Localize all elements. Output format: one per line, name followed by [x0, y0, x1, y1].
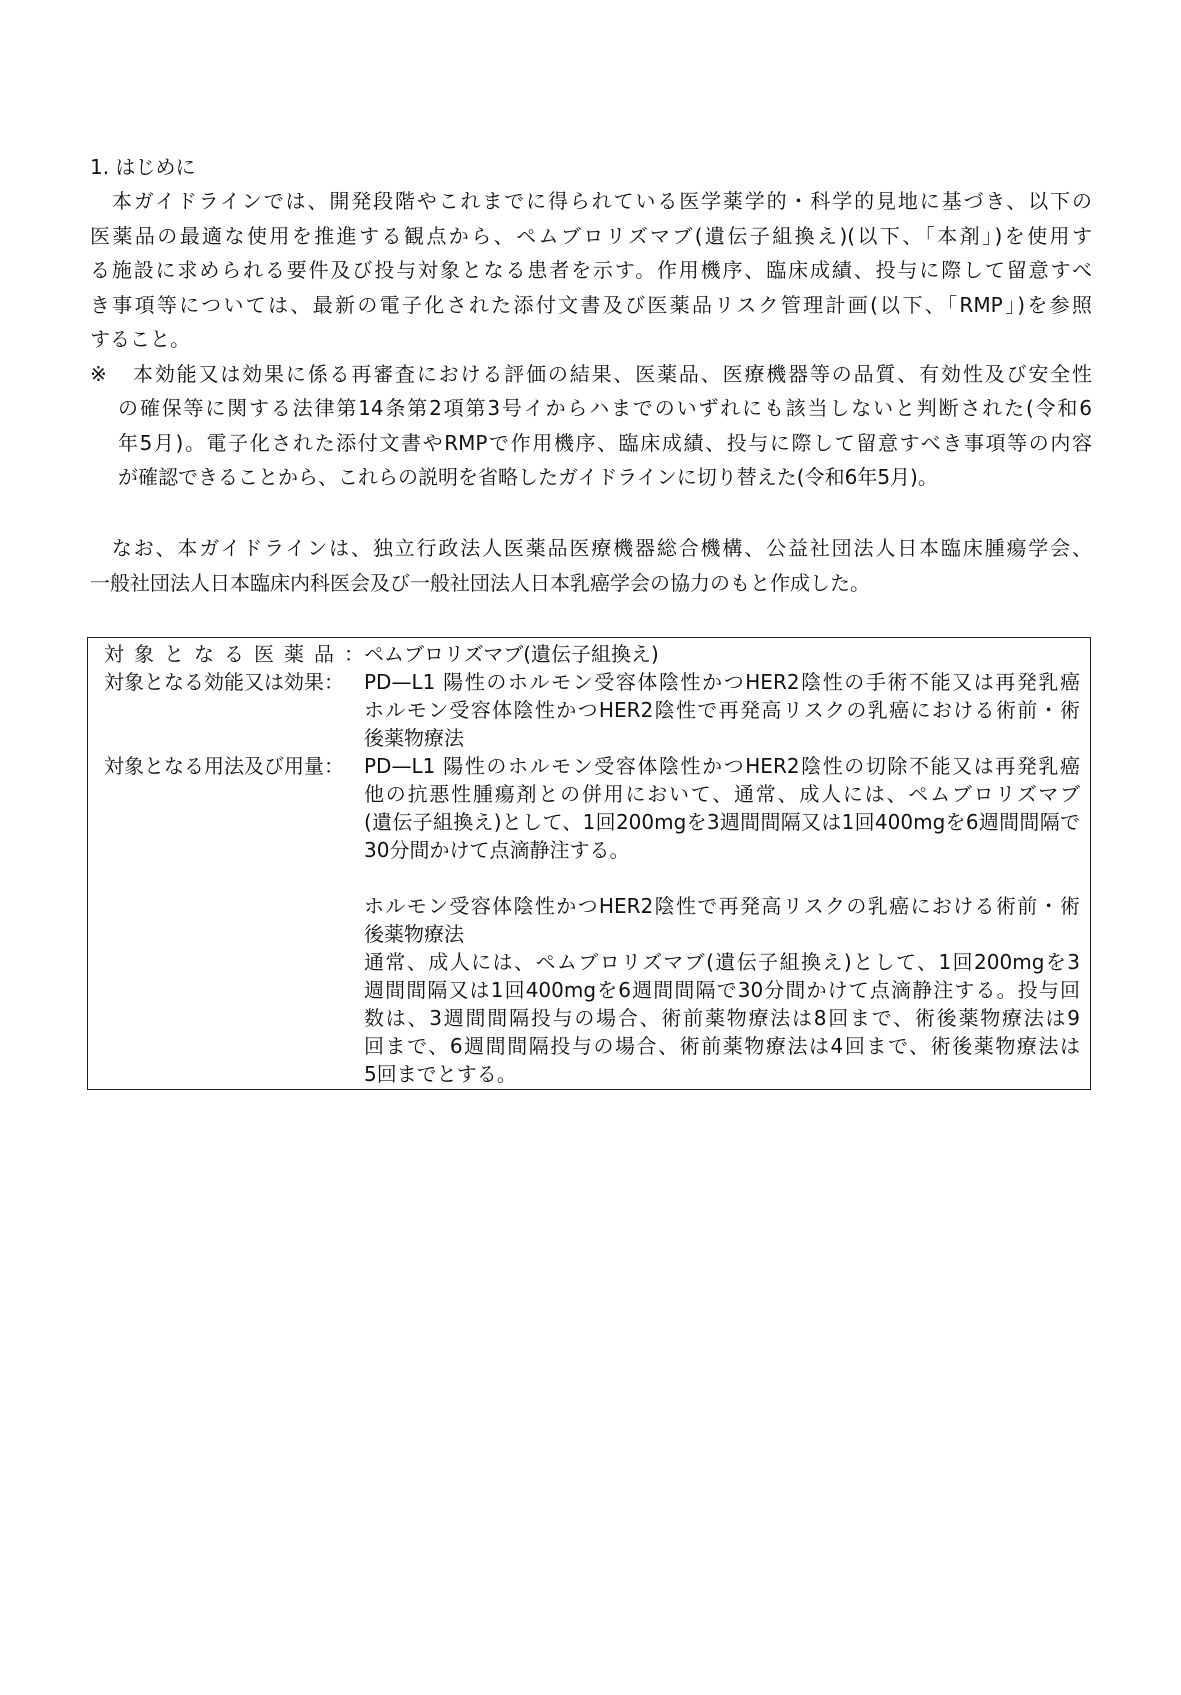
note-line: の確保等に関する法律第14条第2項第3号イからハまでのいずれにも該当しないと判断された(令和6 [118, 396, 1092, 420]
dosage-line: PD—L1 陽性のホルモン受容体陰性かつHER2陰性の切除不能又は再発乳癌 [364, 754, 1080, 778]
section-title: 1. はじめに [90, 155, 196, 179]
dosage-line: 数は、3週間間隔投与の場合、術前薬物療法は8回まで、術後薬物療法は9 [364, 1006, 1080, 1030]
drug-info-table [87, 637, 1091, 1090]
dosage-line: 5回までとする。 [364, 1062, 517, 1086]
drug-label: 対象となる医薬品： [104, 642, 364, 666]
intro-line: る施設に求められる要件及び投与対象となる患者を示す。作用機序、臨床成績、投与に際して留意すべ [90, 258, 1092, 282]
intro-line: すること。 [90, 327, 190, 351]
drug-value: ペムブロリズマブ(遺伝子組換え) [364, 642, 659, 666]
indication-label: 対象となる効能又は効果： [104, 670, 344, 694]
dosage-label: 対象となる用法及び用量： [104, 754, 344, 778]
dosage-line: ホルモン受容体陰性かつHER2陰性で再発高リスクの乳癌における術前・術 [364, 894, 1080, 918]
indication-line: 後薬物療法 [364, 726, 464, 750]
note-line: が確認できることから、これらの説明を省略したガイドラインに切り替えた(令和6年5月)。 [118, 465, 938, 489]
indication-line: PD—L1 陽性のホルモン受容体陰性かつHER2陰性の手術不能又は再発乳癌 [364, 670, 1080, 694]
dosage-line: (遺伝子組換え)として、1回200mgを3週間間隔又は1回400mgを6週間間隔で [364, 810, 1080, 834]
dosage-line: 通常、成人には、ペムブロリズマブ(遺伝子組換え)として、1回200mgを3 [364, 950, 1080, 974]
dosage-line: 30分間かけて点滴静注する。 [364, 838, 630, 862]
intro-line: 医薬品の最適な使用を推進する観点から、ペムブロリズマブ(遺伝子組換え)(以下、「本剤」)を使用す [90, 224, 1092, 248]
dosage-line: 後薬物療法 [364, 922, 464, 946]
intro-line: 本ガイドラインでは、開発段階やこれまでに得られている医学薬学的・科学的見地に基づき、以下の [90, 189, 1092, 213]
intro-line: き事項等については、最新の電子化された添付文書及び医薬品リスク管理計画(以下、「RMP」)を参照 [90, 293, 1092, 317]
dosage-line: 他の抗悪性腫瘍剤との併用において、通常、成人には、ペムブロリズマブ [364, 782, 1080, 806]
cooperation-line: なお、本ガイドラインは、独立行政法人医薬品医療機器総合機構、公益社団法人日本臨床腫瘍学会、 [90, 536, 1092, 560]
cooperation-line: 一般社団法人日本臨床内科医会及び一般社団法人日本乳癌学会の協力のもと作成した。 [90, 571, 870, 595]
indication-line: ホルモン受容体陰性かつHER2陰性で再発高リスクの乳癌における術前・術 [364, 698, 1080, 722]
dosage-line: 回まで、6週間間隔投与の場合、術前薬物療法は4回まで、術後薬物療法は [364, 1034, 1080, 1058]
note-mark: ※ [90, 362, 107, 386]
dosage-line: 週間間隔又は1回400mgを6週間間隔で30分間かけて点滴静注する。投与回 [364, 978, 1080, 1002]
note-line: 年5月)。電子化された添付文書やRMPで作用機序、臨床成績、投与に際して留意すべき事項等の内容 [118, 431, 1092, 455]
note-line: 本効能又は効果に係る再審査における評価の結果、医薬品、医療機器等の品質、有効性及び安全性 [133, 362, 1092, 386]
